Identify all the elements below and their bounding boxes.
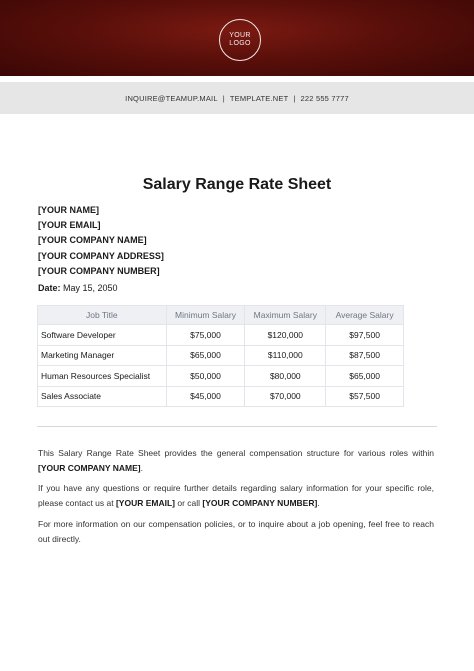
cell-job-title: Software Developer	[38, 325, 167, 346]
contact-period: .	[317, 497, 320, 508]
table-row	[38, 345, 404, 366]
contact-mid-text: or call	[175, 497, 203, 508]
placeholder-company-name: [YOUR COMPANY NAME]	[38, 235, 147, 246]
cell-minimum-salary: $75,000	[166, 325, 245, 346]
company-logo	[219, 19, 261, 61]
cell-job-title: Marketing Manager	[38, 345, 167, 366]
contact-email-placeholder: [YOUR EMAIL]	[115, 497, 175, 508]
cell-average-salary: $57,500	[326, 386, 404, 407]
contact-separator-1: |	[222, 93, 225, 103]
table-row	[38, 366, 404, 387]
cell-minimum-salary: $45,000	[166, 386, 245, 407]
cell-maximum-salary: $80,000	[245, 366, 326, 387]
header-job-title: Job Title	[38, 306, 167, 325]
date-label: Date:	[38, 283, 61, 293]
placeholder-company-number: [YOUR COMPANY NUMBER]	[38, 265, 160, 276]
header-maximum-salary: Maximum Salary	[245, 306, 326, 325]
table-row	[38, 386, 404, 407]
date-line	[38, 283, 118, 293]
intro-paragraph	[38, 446, 434, 475]
cell-average-salary: $87,500	[326, 345, 404, 366]
intro-period: .	[140, 462, 144, 473]
cell-job-title: Human Resources Specialist	[38, 366, 167, 387]
header-banner	[0, 0, 474, 76]
sender-details	[38, 205, 164, 281]
cell-minimum-salary: $65,000	[166, 345, 245, 366]
placeholder-name: [YOUR NAME]	[38, 205, 99, 215]
contact-email: INQUIRE@TEAMUP.MAIL	[125, 93, 218, 103]
salary-table	[37, 305, 404, 407]
cell-average-salary: $65,000	[326, 366, 404, 387]
page-title: Salary Range Rate Sheet	[142, 176, 332, 193]
table-header-row	[38, 306, 404, 325]
placeholder-email: [YOUR EMAIL]	[38, 220, 101, 231]
placeholder-company-address: [YOUR COMPANY ADDRESS]	[38, 250, 164, 261]
contact-website: TEMPLATE.NET	[229, 93, 289, 103]
contact-number-placeholder: [YOUR COMPANY NUMBER]	[202, 497, 318, 508]
cell-job-title: Sales Associate	[38, 386, 167, 407]
cell-maximum-salary: $70,000	[245, 386, 326, 407]
intro-company-placeholder: [YOUR COMPANY NAME]	[38, 462, 141, 473]
contact-paragraph	[38, 481, 434, 510]
contact-bar	[0, 82, 474, 114]
header-minimum-salary: Minimum Salary	[166, 306, 245, 325]
intro-text: This Salary Range Rate Sheet provides the general compensation structure for various roles within	[38, 448, 434, 458]
contact-phone: 222 555 7777	[300, 93, 349, 103]
logo-line-1: YOUR	[229, 32, 251, 39]
contact-separator-2: |	[293, 93, 296, 103]
table-row	[38, 325, 404, 346]
cell-minimum-salary: $50,000	[166, 366, 245, 387]
section-divider	[37, 426, 437, 427]
header-average-salary: Average Salary	[326, 306, 404, 325]
logo-line-2: LOGO	[229, 40, 251, 47]
contact-text: If you have any questions or require further details regarding salary information for your specific role, please contact us at	[38, 483, 434, 508]
closing-paragraph: For more information on our compensation policies, or to inquire about a job opening, feel free to reach out directly.	[38, 519, 434, 544]
date-value: May 15, 2050	[63, 283, 118, 293]
cell-maximum-salary: $110,000	[245, 345, 326, 366]
cell-maximum-salary: $120,000	[245, 325, 326, 346]
cell-average-salary: $97,500	[326, 325, 404, 346]
